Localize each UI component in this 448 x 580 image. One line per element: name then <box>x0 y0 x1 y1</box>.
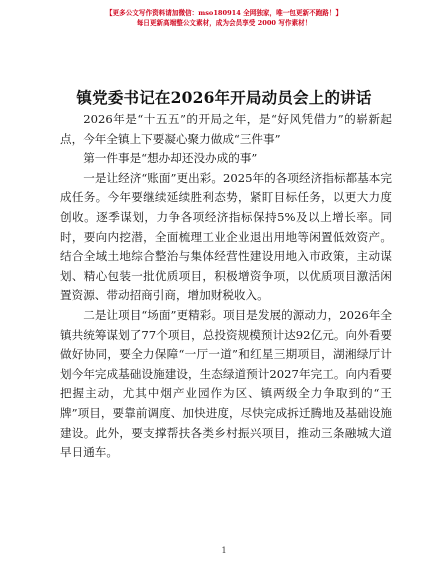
paragraph-economy: 一是让经济“账面”更出彩。2025年的各项经济指标都基本完成任务。今年要继续延续胜利态势，紧盯目标任务，以更大力度创收。逐季谋划，力争各项经济指标保持5%及以上增长率。同时，要向内挖潜，全面梳理工业企业退出用地等闲置低效资产。结合全域土地综合整治与集体经营性建设用地入市政策，主动谋划、精心包装一批优质项目，积极增资争项，以优质项目激活闲置资源、带动招商引商，增加财税收入。 <box>60 170 392 303</box>
paragraph-first-item-heading: 第一件事是“想办却还没办成的事” <box>83 151 258 166</box>
paragraph-intro: 2026年是“十五五”的开局之年，是“好风凭借力”的崭新起点，今年全镇上下要凝心聚力做成“三件事” <box>60 112 392 146</box>
promo-banner <box>0 8 448 28</box>
promo-banner-line-2: 每日更新高端整公文素材，成为会员享受 2000 写作素材！ <box>136 19 312 27</box>
document-title: 镇党委书记在2026年开局动员会上的讲话 <box>76 88 372 107</box>
paragraph-projects: 二是让项目“场面”更精彩。项目是发展的源动力，2026年全镇共统筹谋划了77个项目，总投资规模预计达92亿元。向外看要做好协同，要全力保障“一厅一道”和红星三期项目，湖湘绿厅计划今年完成基础设施建设，生态绿道预计2027年完工。向内看要把握主动，尤其中烟产业园作为区、镇两级全力争取到的“王牌”项目，要靠前调度、加快进度，尽快完成拆迁腾地及基础设施建设。此外，要支撑帮扶各类乡村振兴项目，推动三条融城大道早日通车。 <box>60 307 392 460</box>
promo-banner-line-1: 【更多公文写作资料请加微信：mso180914 全网独家，唯一包更新不跑路！】 <box>105 9 343 17</box>
document-body <box>60 110 392 463</box>
page-number: 1 <box>221 546 227 555</box>
